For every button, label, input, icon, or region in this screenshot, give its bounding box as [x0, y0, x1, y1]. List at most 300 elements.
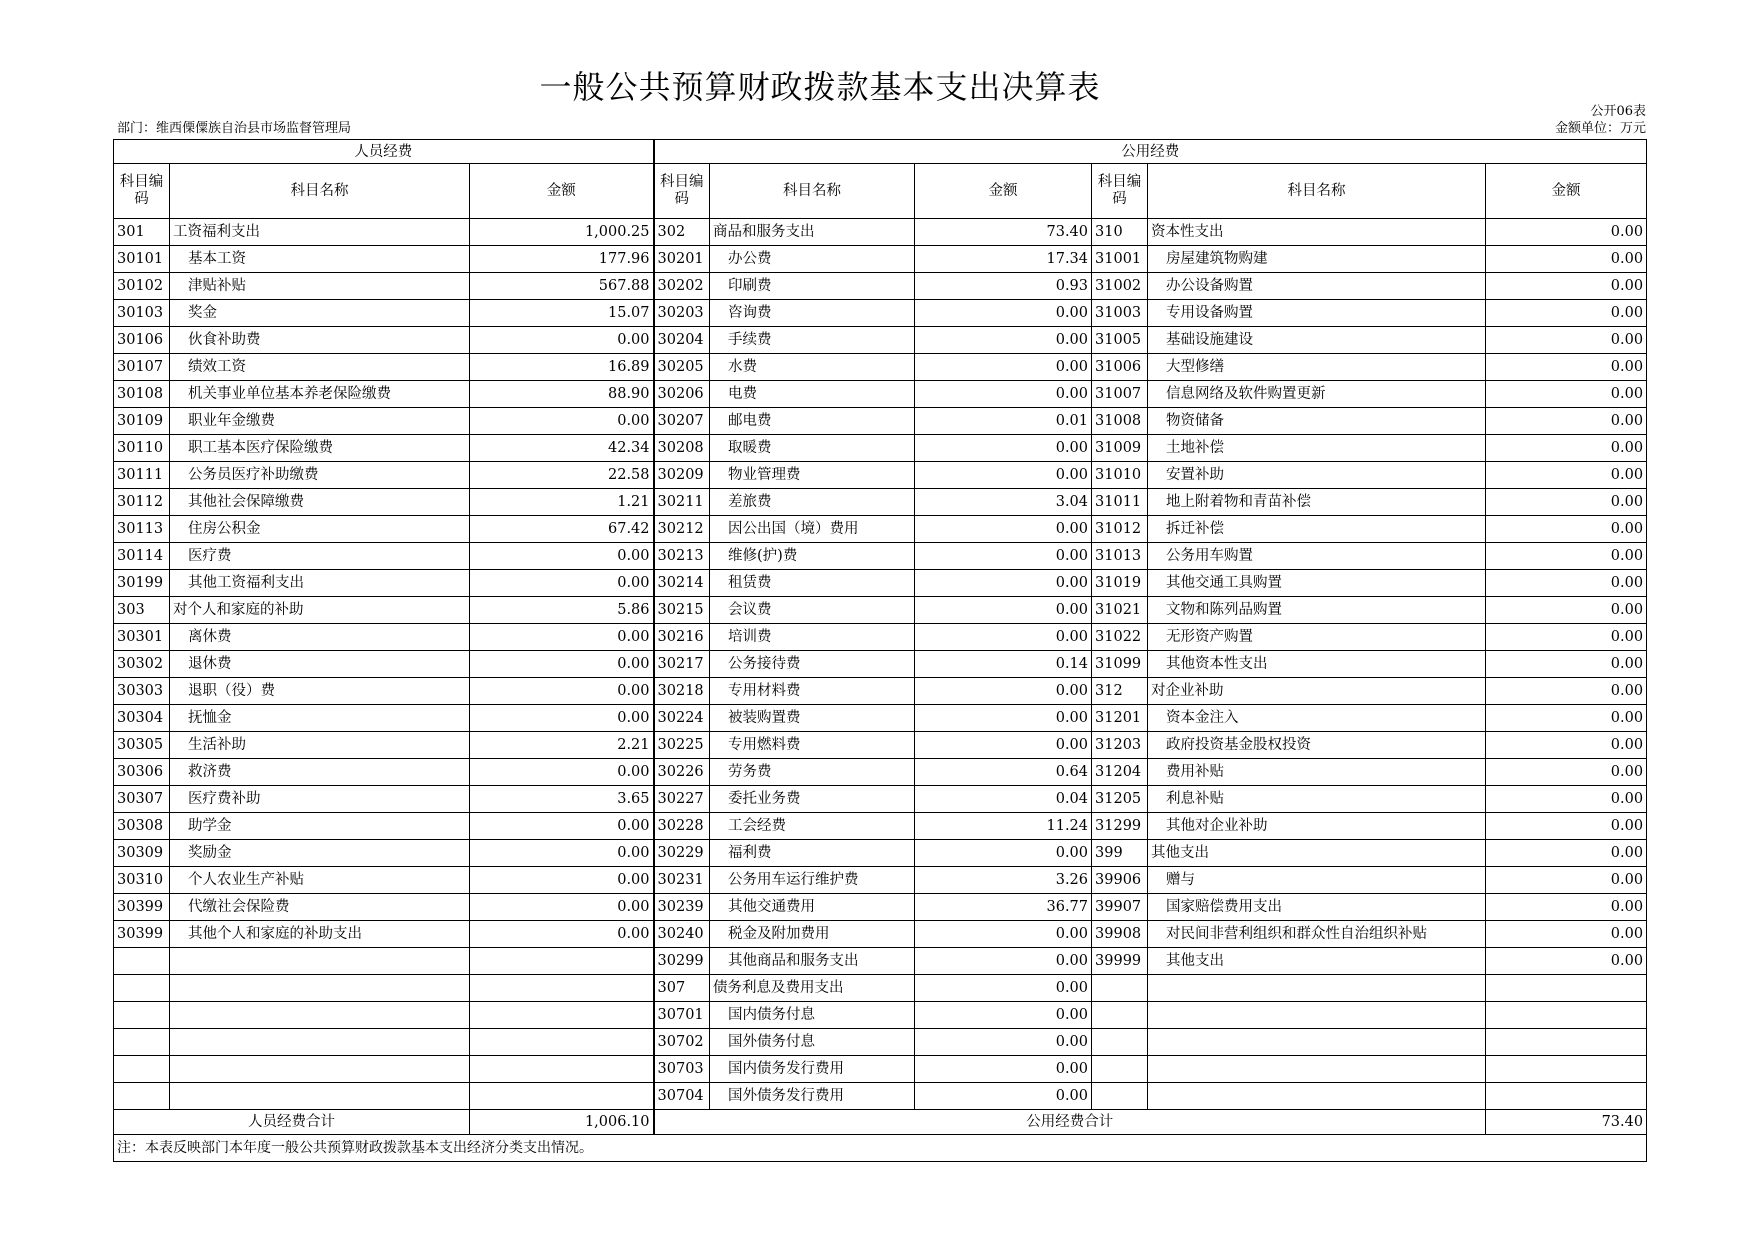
personnel-name-cell	[170, 948, 470, 975]
capital-name-cell	[1148, 975, 1486, 1002]
public-amount-cell: 0.00	[915, 516, 1092, 543]
capital-amount-cell: 0.00	[1486, 813, 1647, 840]
public-amount-cell: 36.77	[915, 894, 1092, 921]
public-code-cell: 30229	[654, 840, 710, 867]
public-amount-cell: 0.00	[915, 597, 1092, 624]
capital-amount-cell: 0.00	[1486, 786, 1647, 813]
personnel-code-cell	[114, 1083, 170, 1110]
capital-code-cell: 31013	[1092, 543, 1148, 570]
capital-name-cell: 大型修缮	[1148, 354, 1486, 381]
personnel-amount-cell: 567.88	[470, 273, 654, 300]
personnel-amount-cell: 0.00	[470, 894, 654, 921]
public-code-cell: 30207	[654, 408, 710, 435]
personnel-amount-cell: 5.86	[470, 597, 654, 624]
public-code-cell: 30203	[654, 300, 710, 327]
personnel-code-cell: 30199	[114, 570, 170, 597]
public-code-cell: 30213	[654, 543, 710, 570]
capital-amount-cell: 0.00	[1486, 597, 1647, 624]
public-amount-cell: 0.00	[915, 354, 1092, 381]
capital-amount-cell: 0.00	[1486, 543, 1647, 570]
personnel-code-cell: 30114	[114, 543, 170, 570]
public-amount-cell: 3.26	[915, 867, 1092, 894]
capital-code-cell: 31003	[1092, 300, 1148, 327]
personnel-amount-cell: 3.65	[470, 786, 654, 813]
personnel-amount-cell: 0.00	[470, 408, 654, 435]
public-code-cell: 30704	[654, 1083, 710, 1110]
public-name-cell: 委托业务费	[710, 786, 915, 813]
capital-name-cell: 利息补贴	[1148, 786, 1486, 813]
personnel-group-header: 人员经费	[114, 140, 654, 164]
capital-code-cell: 31007	[1092, 381, 1148, 408]
capital-amount-cell: 0.00	[1486, 489, 1647, 516]
capital-amount-cell: 0.00	[1486, 273, 1647, 300]
public-name-cell: 国内债务付息	[710, 1002, 915, 1029]
personnel-code-cell: 30302	[114, 651, 170, 678]
public-name-cell: 租赁费	[710, 570, 915, 597]
personnel-amount-cell	[470, 948, 654, 975]
personnel-total-label: 人员经费合计	[114, 1110, 470, 1135]
capital-amount-cell: 0.00	[1486, 732, 1647, 759]
amount-header: 金额	[915, 164, 1092, 219]
public-amount-cell: 17.34	[915, 246, 1092, 273]
capital-name-cell	[1148, 1083, 1486, 1110]
public-name-cell: 取暖费	[710, 435, 915, 462]
personnel-name-cell: 职业年金缴费	[170, 408, 470, 435]
public-amount-cell: 0.00	[915, 327, 1092, 354]
capital-code-cell: 31009	[1092, 435, 1148, 462]
personnel-name-cell: 奖金	[170, 300, 470, 327]
capital-amount-cell: 0.00	[1486, 219, 1647, 246]
table-row	[114, 1083, 1647, 1110]
table-row	[114, 1002, 1647, 1029]
table-row	[114, 921, 1647, 948]
capital-name-cell: 其他交通工具购置	[1148, 570, 1486, 597]
capital-code-cell: 312	[1092, 678, 1148, 705]
table-row	[114, 624, 1647, 651]
personnel-amount-cell: 2.21	[470, 732, 654, 759]
public-amount-cell: 0.00	[915, 948, 1092, 975]
personnel-name-cell: 救济费	[170, 759, 470, 786]
capital-code-cell: 31001	[1092, 246, 1148, 273]
table-row	[114, 516, 1647, 543]
personnel-name-cell: 奖励金	[170, 840, 470, 867]
public-name-cell: 国外债务发行费用	[710, 1083, 915, 1110]
capital-name-cell: 文物和陈列品购置	[1148, 597, 1486, 624]
public-code-cell: 30228	[654, 813, 710, 840]
personnel-amount-cell: 0.00	[470, 705, 654, 732]
table-row	[114, 1029, 1647, 1056]
personnel-code-cell: 30102	[114, 273, 170, 300]
personnel-code-cell: 30310	[114, 867, 170, 894]
public-code-cell: 30227	[654, 786, 710, 813]
capital-amount-cell: 0.00	[1486, 408, 1647, 435]
public-name-cell: 办公费	[710, 246, 915, 273]
table-row	[114, 354, 1647, 381]
public-name-cell: 国外债务付息	[710, 1029, 915, 1056]
personnel-name-cell: 住房公积金	[170, 516, 470, 543]
table-row	[114, 489, 1647, 516]
personnel-name-cell	[170, 1056, 470, 1083]
public-name-cell: 手续费	[710, 327, 915, 354]
public-amount-cell: 0.00	[915, 624, 1092, 651]
personnel-code-cell: 30301	[114, 624, 170, 651]
public-amount-cell: 0.00	[915, 462, 1092, 489]
public-code-cell: 30240	[654, 921, 710, 948]
public-amount-cell: 0.00	[915, 678, 1092, 705]
personnel-name-cell: 退职（役）费	[170, 678, 470, 705]
public-amount-cell: 0.64	[915, 759, 1092, 786]
table-row	[114, 678, 1647, 705]
capital-name-cell: 公务用车购置	[1148, 543, 1486, 570]
personnel-name-cell	[170, 1002, 470, 1029]
capital-code-cell: 39908	[1092, 921, 1148, 948]
public-name-cell: 维修(护)费	[710, 543, 915, 570]
column-header-row	[114, 164, 1647, 219]
personnel-amount-cell: 16.89	[470, 354, 654, 381]
personnel-amount-cell: 0.00	[470, 624, 654, 651]
capital-amount-cell: 0.00	[1486, 570, 1647, 597]
capital-name-cell: 国家赔偿费用支出	[1148, 894, 1486, 921]
public-name-cell: 国内债务发行费用	[710, 1056, 915, 1083]
public-name-cell: 其他交通费用	[710, 894, 915, 921]
public-amount-cell: 0.00	[915, 570, 1092, 597]
public-name-cell: 差旅费	[710, 489, 915, 516]
capital-name-cell	[1148, 1029, 1486, 1056]
personnel-code-cell: 30111	[114, 462, 170, 489]
table-row	[114, 894, 1647, 921]
public-name-cell: 邮电费	[710, 408, 915, 435]
capital-amount-cell: 0.00	[1486, 678, 1647, 705]
personnel-code-cell: 30106	[114, 327, 170, 354]
amount-unit: 金额单位：万元	[1554, 121, 1646, 136]
table-row	[114, 1056, 1647, 1083]
public-amount-cell: 0.00	[915, 840, 1092, 867]
capital-name-cell: 无形资产购置	[1148, 624, 1486, 651]
form-number: 公开06表	[1590, 104, 1646, 119]
public-name-cell: 会议费	[710, 597, 915, 624]
capital-amount-cell: 0.00	[1486, 705, 1647, 732]
capital-amount-cell	[1486, 1002, 1647, 1029]
capital-name-cell: 物资储备	[1148, 408, 1486, 435]
public-name-cell: 专用燃料费	[710, 732, 915, 759]
capital-code-cell: 31205	[1092, 786, 1148, 813]
capital-code-cell: 31019	[1092, 570, 1148, 597]
capital-name-cell: 安置补助	[1148, 462, 1486, 489]
personnel-name-cell: 其他社会保障缴费	[170, 489, 470, 516]
capital-code-cell: 31010	[1092, 462, 1148, 489]
table-row	[114, 813, 1647, 840]
capital-name-cell: 土地补偿	[1148, 435, 1486, 462]
table-row	[114, 840, 1647, 867]
table-row	[114, 597, 1647, 624]
capital-code-cell: 31021	[1092, 597, 1148, 624]
table-row	[114, 273, 1647, 300]
public-total-label: 公用经费合计	[654, 1110, 1486, 1135]
amount-header: 金额	[470, 164, 654, 219]
personnel-amount-cell: 177.96	[470, 246, 654, 273]
table-row	[114, 570, 1647, 597]
public-amount-cell: 0.93	[915, 273, 1092, 300]
public-amount-cell: 0.00	[915, 705, 1092, 732]
personnel-code-cell: 30112	[114, 489, 170, 516]
capital-code-cell: 31299	[1092, 813, 1148, 840]
capital-code-cell: 39999	[1092, 948, 1148, 975]
capital-code-cell: 39906	[1092, 867, 1148, 894]
personnel-name-cell: 其他工资福利支出	[170, 570, 470, 597]
capital-amount-cell: 0.00	[1486, 354, 1647, 381]
capital-code-cell: 31005	[1092, 327, 1148, 354]
capital-code-cell	[1092, 975, 1148, 1002]
personnel-name-cell: 生活补助	[170, 732, 470, 759]
capital-name-cell	[1148, 1002, 1486, 1029]
personnel-code-cell	[114, 948, 170, 975]
capital-name-cell: 对企业补助	[1148, 678, 1486, 705]
personnel-name-cell: 机关事业单位基本养老保险缴费	[170, 381, 470, 408]
public-name-cell: 工会经费	[710, 813, 915, 840]
capital-code-cell: 31204	[1092, 759, 1148, 786]
capital-code-cell: 31008	[1092, 408, 1148, 435]
personnel-amount-cell: 0.00	[470, 570, 654, 597]
personnel-code-cell: 30307	[114, 786, 170, 813]
public-name-cell: 劳务费	[710, 759, 915, 786]
table-row	[114, 435, 1647, 462]
personnel-name-cell: 个人农业生产补贴	[170, 867, 470, 894]
personnel-code-cell: 30303	[114, 678, 170, 705]
public-code-cell: 30703	[654, 1056, 710, 1083]
public-name-cell: 印刷费	[710, 273, 915, 300]
public-code-cell: 30209	[654, 462, 710, 489]
report-title: 一般公共预算财政拨款基本支出决算表	[539, 68, 1101, 106]
personnel-amount-cell: 0.00	[470, 921, 654, 948]
public-code-cell: 307	[654, 975, 710, 1002]
public-code-cell: 30217	[654, 651, 710, 678]
personnel-name-cell: 其他个人和家庭的补助支出	[170, 921, 470, 948]
public-code-cell: 30225	[654, 732, 710, 759]
public-name-cell: 咨询费	[710, 300, 915, 327]
personnel-amount-cell: 0.00	[470, 840, 654, 867]
personnel-total-amount: 1,006.10	[470, 1110, 654, 1135]
public-code-cell: 30226	[654, 759, 710, 786]
note-row	[114, 1135, 1647, 1162]
personnel-code-cell	[114, 1056, 170, 1083]
public-name-cell: 电费	[710, 381, 915, 408]
table-row	[114, 786, 1647, 813]
public-code-cell: 30239	[654, 894, 710, 921]
public-name-cell: 专用材料费	[710, 678, 915, 705]
personnel-amount-cell: 88.90	[470, 381, 654, 408]
capital-amount-cell: 0.00	[1486, 867, 1647, 894]
public-code-cell: 30224	[654, 705, 710, 732]
personnel-code-cell: 30109	[114, 408, 170, 435]
table-row	[114, 948, 1647, 975]
amount-header: 金额	[1486, 164, 1647, 219]
capital-name-cell: 房屋建筑物购建	[1148, 246, 1486, 273]
public-name-cell: 商品和服务支出	[710, 219, 915, 246]
table-row	[114, 975, 1647, 1002]
capital-amount-cell: 0.00	[1486, 327, 1647, 354]
personnel-amount-cell	[470, 1083, 654, 1110]
public-name-cell: 培训费	[710, 624, 915, 651]
personnel-code-cell: 30399	[114, 921, 170, 948]
public-name-cell: 被装购置费	[710, 705, 915, 732]
personnel-code-cell: 30103	[114, 300, 170, 327]
table-row	[114, 381, 1647, 408]
personnel-name-cell: 对个人和家庭的补助	[170, 597, 470, 624]
public-code-cell: 30204	[654, 327, 710, 354]
public-code-cell: 30702	[654, 1029, 710, 1056]
public-name-cell: 其他商品和服务支出	[710, 948, 915, 975]
capital-amount-cell: 0.00	[1486, 759, 1647, 786]
public-amount-cell: 0.00	[915, 1083, 1092, 1110]
personnel-name-cell: 工资福利支出	[170, 219, 470, 246]
capital-amount-cell: 0.00	[1486, 381, 1647, 408]
table-row	[114, 327, 1647, 354]
capital-name-cell	[1148, 1056, 1486, 1083]
personnel-amount-cell: 0.00	[470, 813, 654, 840]
personnel-name-cell: 助学金	[170, 813, 470, 840]
personnel-amount-cell	[470, 1002, 654, 1029]
capital-code-cell: 31099	[1092, 651, 1148, 678]
personnel-amount-cell: 0.00	[470, 327, 654, 354]
public-amount-cell: 0.04	[915, 786, 1092, 813]
personnel-code-cell: 303	[114, 597, 170, 624]
capital-name-cell: 费用补贴	[1148, 759, 1486, 786]
capital-name-cell: 资本性支出	[1148, 219, 1486, 246]
personnel-amount-cell: 1.21	[470, 489, 654, 516]
name-header: 科目名称	[1148, 164, 1486, 219]
personnel-name-cell: 离休费	[170, 624, 470, 651]
table-row	[114, 867, 1647, 894]
personnel-amount-cell: 42.34	[470, 435, 654, 462]
personnel-name-cell: 职工基本医疗保险缴费	[170, 435, 470, 462]
personnel-amount-cell	[470, 975, 654, 1002]
capital-code-cell: 310	[1092, 219, 1148, 246]
capital-name-cell: 专用设备购置	[1148, 300, 1486, 327]
public-code-cell: 30208	[654, 435, 710, 462]
personnel-name-cell: 伙食补助费	[170, 327, 470, 354]
personnel-code-cell: 30304	[114, 705, 170, 732]
capital-name-cell: 地上附着物和青苗补偿	[1148, 489, 1486, 516]
personnel-name-cell: 津贴补贴	[170, 273, 470, 300]
capital-name-cell: 其他对企业补助	[1148, 813, 1486, 840]
personnel-code-cell: 30305	[114, 732, 170, 759]
table-row	[114, 219, 1647, 246]
capital-name-cell: 政府投资基金股权投资	[1148, 732, 1486, 759]
capital-code-cell: 31011	[1092, 489, 1148, 516]
name-header: 科目名称	[170, 164, 470, 219]
public-amount-cell: 0.14	[915, 651, 1092, 678]
capital-code-cell	[1092, 1029, 1148, 1056]
public-amount-cell: 0.00	[915, 381, 1092, 408]
capital-code-cell: 31012	[1092, 516, 1148, 543]
capital-code-cell	[1092, 1056, 1148, 1083]
public-code-cell: 30215	[654, 597, 710, 624]
personnel-code-cell: 30309	[114, 840, 170, 867]
public-total-amount: 73.40	[1486, 1110, 1647, 1135]
expenditure-table	[113, 139, 1647, 1162]
code-header: 科目编码	[1092, 164, 1148, 219]
personnel-amount-cell: 0.00	[470, 867, 654, 894]
personnel-name-cell: 绩效工资	[170, 354, 470, 381]
table-row	[114, 300, 1647, 327]
personnel-code-cell	[114, 1029, 170, 1056]
personnel-amount-cell	[470, 1056, 654, 1083]
public-group-header: 公用经费	[654, 140, 1647, 164]
public-code-cell: 30211	[654, 489, 710, 516]
capital-name-cell: 信息网络及软件购置更新	[1148, 381, 1486, 408]
name-header: 科目名称	[710, 164, 915, 219]
personnel-code-cell: 30107	[114, 354, 170, 381]
capital-name-cell: 办公设备购置	[1148, 273, 1486, 300]
public-code-cell: 30202	[654, 273, 710, 300]
capital-amount-cell: 0.00	[1486, 948, 1647, 975]
personnel-name-cell	[170, 1029, 470, 1056]
personnel-amount-cell: 15.07	[470, 300, 654, 327]
capital-name-cell: 资本金注入	[1148, 705, 1486, 732]
public-amount-cell: 11.24	[915, 813, 1092, 840]
capital-amount-cell: 0.00	[1486, 651, 1647, 678]
personnel-amount-cell	[470, 1029, 654, 1056]
capital-code-cell	[1092, 1002, 1148, 1029]
capital-amount-cell: 0.00	[1486, 300, 1647, 327]
public-code-cell: 30218	[654, 678, 710, 705]
personnel-code-cell: 30108	[114, 381, 170, 408]
personnel-name-cell: 公务员医疗补助缴费	[170, 462, 470, 489]
capital-amount-cell: 0.00	[1486, 624, 1647, 651]
table-row	[114, 651, 1647, 678]
capital-code-cell: 31006	[1092, 354, 1148, 381]
personnel-name-cell: 抚恤金	[170, 705, 470, 732]
public-amount-cell: 0.01	[915, 408, 1092, 435]
personnel-name-cell	[170, 1083, 470, 1110]
public-name-cell: 公务用车运行维护费	[710, 867, 915, 894]
personnel-code-cell: 30113	[114, 516, 170, 543]
public-code-cell: 30206	[654, 381, 710, 408]
table-row	[114, 462, 1647, 489]
public-code-cell: 30214	[654, 570, 710, 597]
public-code-cell: 30216	[654, 624, 710, 651]
table-note: 注：本表反映部门本年度一般公共预算财政拨款基本支出经济分类支出情况。	[114, 1135, 1647, 1162]
capital-code-cell: 31203	[1092, 732, 1148, 759]
public-code-cell: 302	[654, 219, 710, 246]
capital-amount-cell	[1486, 1056, 1647, 1083]
table-row	[114, 246, 1647, 273]
capital-name-cell: 其他支出	[1148, 840, 1486, 867]
table-row	[114, 543, 1647, 570]
capital-name-cell: 拆迁补偿	[1148, 516, 1486, 543]
personnel-name-cell: 医疗费	[170, 543, 470, 570]
public-amount-cell: 0.00	[915, 300, 1092, 327]
personnel-code-cell	[114, 975, 170, 1002]
personnel-amount-cell: 67.42	[470, 516, 654, 543]
capital-code-cell	[1092, 1083, 1148, 1110]
personnel-name-cell: 代缴社会保险费	[170, 894, 470, 921]
personnel-amount-cell: 0.00	[470, 543, 654, 570]
capital-amount-cell	[1486, 1083, 1647, 1110]
public-code-cell: 30205	[654, 354, 710, 381]
personnel-code-cell: 30101	[114, 246, 170, 273]
personnel-amount-cell: 0.00	[470, 651, 654, 678]
personnel-name-cell: 基本工资	[170, 246, 470, 273]
public-name-cell: 债务利息及费用支出	[710, 975, 915, 1002]
public-amount-cell: 0.00	[915, 1029, 1092, 1056]
public-code-cell: 30212	[654, 516, 710, 543]
group-header-row	[114, 140, 1647, 164]
public-name-cell: 福利费	[710, 840, 915, 867]
public-amount-cell: 0.00	[915, 921, 1092, 948]
personnel-code-cell: 30110	[114, 435, 170, 462]
code-header: 科目编码	[654, 164, 710, 219]
